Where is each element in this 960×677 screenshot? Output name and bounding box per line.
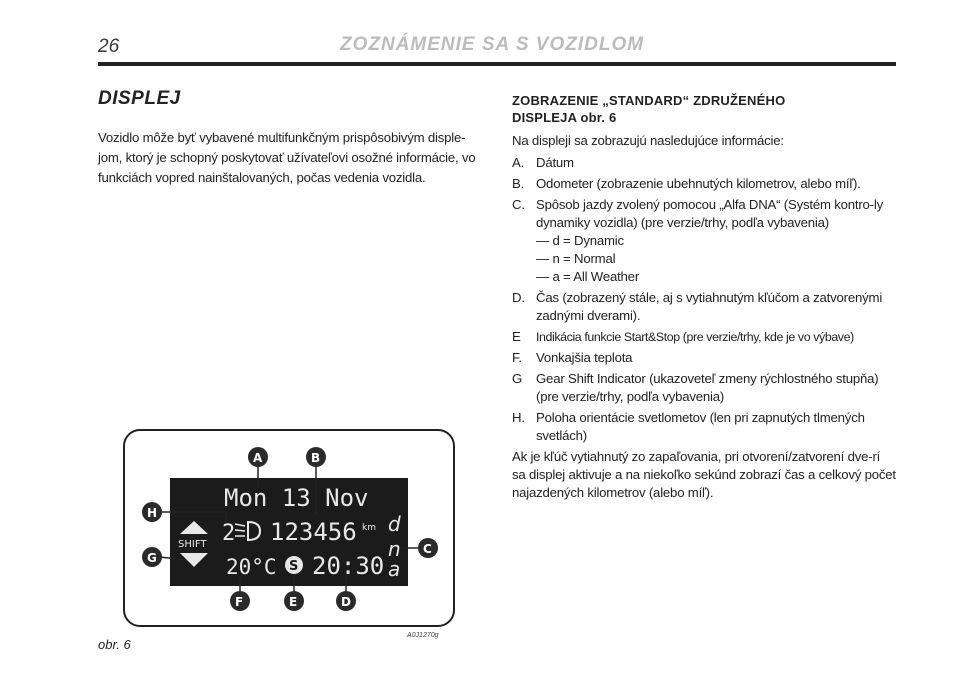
odometer-value: 123456 [270, 518, 357, 546]
callout-f-label: F [235, 595, 244, 609]
figure-code: A0J1270g [407, 632, 439, 639]
intro-paragraph: Vozidlo môže byť vybavené multifunkčným prispôsobivým disple-jom, ktorý je schopný poskytovať užívateľovi osožné informácie, vo funkciách vopred nainštalovaných, počas vedenia vozidla. [98, 130, 476, 185]
item-letter: B. [512, 176, 525, 191]
subheading-line-2: DISPLEJA obr. 6 [512, 110, 617, 125]
callout-h-label: H [147, 506, 158, 520]
list-item [512, 175, 896, 193]
item-text [536, 196, 896, 286]
item-letter: F. [512, 350, 522, 365]
callout-e [284, 591, 304, 611]
item-letter: D. [512, 290, 525, 305]
item-text: Gear Shift Indicator (ukazoveteľ zmeny rýchlostného stupňa) (pre verzie/trhy, podľa vybavenia) [536, 371, 879, 404]
right-column [512, 92, 896, 502]
dna-letter-a: a [388, 557, 401, 581]
list-item [512, 349, 896, 367]
shift-label: SHIFT [178, 539, 207, 550]
callout-g [142, 547, 162, 567]
callout-a [248, 447, 268, 467]
info-intro: Na displeji sa zobrazujú nasledujúce informácie: [512, 133, 784, 148]
callout-f [230, 591, 250, 611]
callout-a-label: A [253, 451, 263, 465]
dna-mode-item: — n = Normal [536, 251, 616, 266]
figure-caption: obr. 6 [98, 637, 131, 652]
callout-d [336, 591, 356, 611]
callout-d-label: D [341, 595, 351, 609]
dna-mode-item: — d = Dynamic [536, 233, 624, 248]
subheading-line-1: ZOBRAZENIE „STANDARD“ ZDRUŽENÉHO [512, 93, 786, 108]
display-subheading [512, 92, 896, 126]
display-time: 20:30 [312, 552, 385, 580]
dna-mode-item: — a = All Weather [536, 269, 640, 284]
item-text: Dátum [536, 155, 574, 170]
item-letter: A. [512, 155, 525, 170]
item-text: Odometer (zobrazenie ubehnutých kilometrov, alebo míľ). [536, 176, 861, 191]
item-letter: G [512, 371, 523, 386]
list-item [512, 370, 896, 406]
callout-c [418, 538, 438, 558]
item-letter: C. [512, 197, 525, 212]
page-number: 26 [98, 36, 120, 57]
dna-mode-list [536, 232, 896, 286]
list-item [512, 409, 896, 445]
item-text-main: Spôsob jazdy zvolený pomocou „Alfa DNA“ (Systém kontro-ly dynamiky vozidla) (pre verzie/trhy, podľa vybavenia) [536, 197, 884, 230]
display-date: Mon 13 Nov [224, 484, 369, 512]
callout-e-label: E [289, 595, 298, 609]
header-rule [98, 62, 896, 66]
list-item [512, 289, 896, 325]
section-heading: DISPLEJ [98, 88, 181, 109]
item-letter: E [512, 329, 521, 344]
callout-b-label: B [311, 451, 321, 465]
page-header-title: ZOZNÁMENIE SA S VOZIDLOM [340, 34, 645, 55]
list-item [512, 154, 896, 172]
item-text: Indikácia funkcie Start&Stop (pre verzie/trhy, kde je vo výbave) [536, 330, 854, 344]
callout-c-label: C [423, 542, 432, 556]
odometer-unit: km [362, 523, 376, 533]
item-letter: H. [512, 410, 525, 425]
item-text: Čas (zobrazený stále, aj s vytiahnutým kľúčom a zatvorenými zadnými dverami). [536, 290, 883, 323]
display-figure [98, 426, 478, 656]
start-stop-symbol: S [289, 559, 299, 574]
info-list [512, 154, 896, 445]
callout-h [142, 502, 162, 522]
item-text: Vonkajšia teplota [536, 350, 633, 365]
list-item [512, 196, 896, 286]
callout-g-label: G [147, 551, 157, 565]
left-column [98, 88, 478, 188]
dna-letter-d: d [388, 512, 401, 536]
outside-temperature: 20°C [226, 555, 277, 579]
headlight-level: 2 [222, 521, 236, 546]
list-item [512, 328, 896, 346]
callout-b [306, 447, 326, 467]
closing-paragraph: Ak je kľúč vytiahnutý zo zapaľovania, pri otvorení/zatvorení dve-rí sa displej aktivuje a na niekoľko sekúnd zobrazí čas a celkový počet najazdených kilometrov (alebo míľ). [512, 449, 896, 500]
dna-letter-n: n [388, 537, 401, 561]
item-text: Poloha orientácie svetlometov (len pri zapnutých tlmených svetlách) [536, 410, 865, 443]
